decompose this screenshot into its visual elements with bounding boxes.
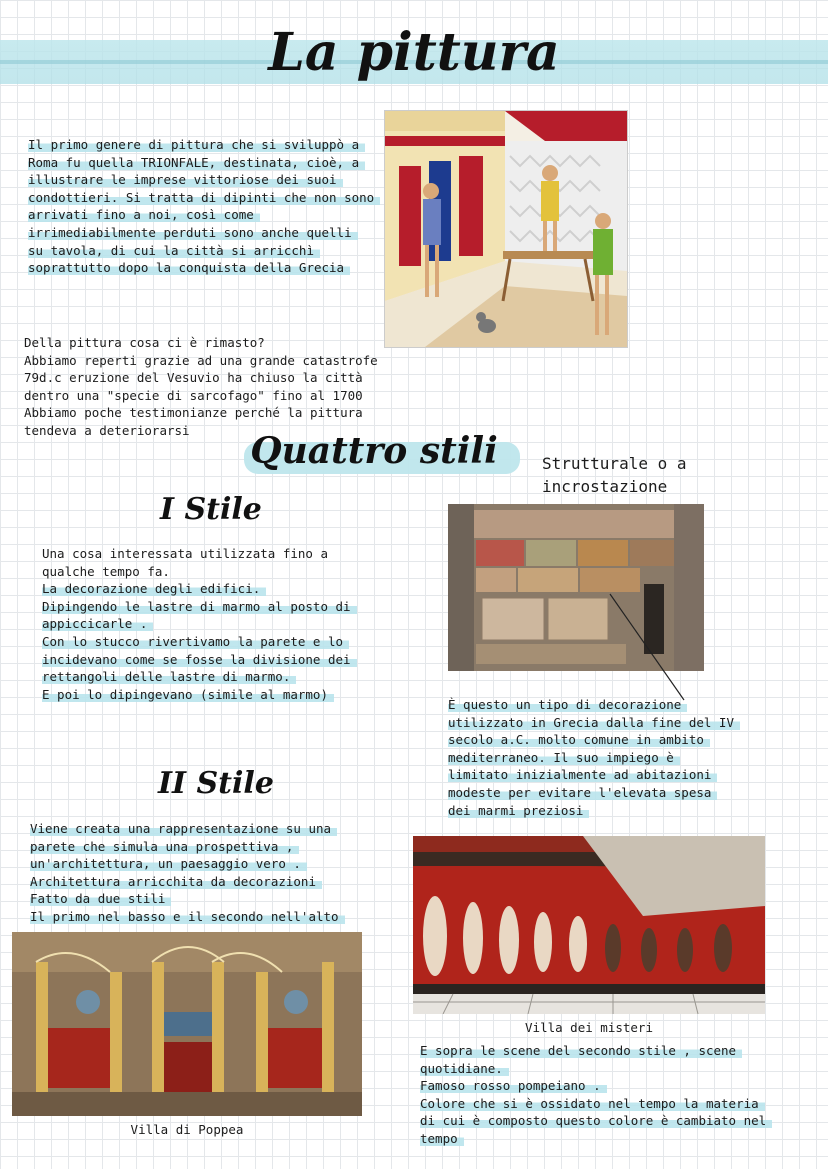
second-style-line: Il primo nel basso e il secondo nell'alto	[30, 909, 345, 924]
right-note-line: tempo	[420, 1131, 464, 1146]
second-style-line: Architettura arricchita da decorazioni	[30, 874, 322, 889]
remains-paragraph	[24, 334, 378, 440]
intro-line: Roma fu quella TRIONFALE, destinata, cioè, a	[28, 155, 365, 170]
note-line: È questo un tipo di decorazione	[448, 697, 687, 712]
first-style-note	[448, 696, 740, 819]
side-label-line: incrostazione	[542, 477, 668, 496]
villa-di-poppea-caption: Villa di Poppea	[130, 1122, 244, 1137]
intro-line: illustrare le imprese vittoriose dei suoi	[28, 172, 343, 187]
first-style-heading: I Stile	[160, 492, 262, 527]
villa-dei-misteri-caption: Villa dei misteri	[525, 1020, 653, 1035]
first-style-line: Con lo stucco rivertivamo la parete e lo	[42, 634, 349, 649]
remains-line: Abbiamo poche testimonianze perché la pittura	[24, 405, 363, 421]
first-style-line: qualche tempo fa.	[42, 563, 170, 579]
intro-line: Il primo genere di pittura che si sviluppò a	[28, 137, 365, 152]
intro-line: soprattutto dopo la conquista della Grecia	[28, 260, 350, 275]
remains-line: Della pittura cosa ci è rimasto?	[24, 335, 265, 350]
right-note-line: Famoso rosso pompeiano .	[420, 1078, 607, 1093]
first-style-side-label	[542, 452, 687, 498]
note-line: limitato inizialmente ad abitazioni	[448, 767, 717, 782]
intro-line: arrivati fino a noi, così come	[28, 207, 260, 222]
right-note-line: di cui è composto questo colore è cambiato nel	[420, 1113, 772, 1128]
note-line: modeste per evitare l'elevata spesa	[448, 785, 717, 800]
first-style-line: E poi lo dipingevano (simile al marmo)	[42, 687, 334, 702]
second-style-heading: II Stile	[158, 766, 274, 801]
first-style-line: rettangoli delle lastre di marmo.	[42, 669, 296, 684]
first-style-line: appiccicarle .	[42, 616, 153, 631]
first-style-line: Una cosa interessata utilizzata fino a	[42, 546, 328, 561]
remains-line: dentro una "specie di sarcofago" fino al 1700	[24, 387, 363, 403]
right-note-line: Colore che si è ossidato nel tempo la materia	[420, 1096, 765, 1111]
styles-heading: Quattro stili	[250, 430, 498, 472]
first-style-paragraph	[42, 545, 357, 703]
second-style-paragraph	[30, 820, 345, 926]
second-style-line: un'architettura, un paesaggio vero .	[30, 856, 307, 871]
annotation-pointer-line	[600, 590, 700, 710]
note-line: mediterraneo. Il suo impiego è	[448, 750, 680, 765]
side-label-line: Strutturale o a	[542, 454, 687, 473]
remains-line: Abbiamo reperti grazie ad una grande catastrofe	[24, 352, 378, 368]
right-note-line: quotidiane.	[420, 1061, 509, 1076]
villa-di-poppea-photo	[12, 932, 362, 1116]
second-style-line: Fatto da due stili	[30, 891, 171, 906]
roman-painters-illustration	[384, 110, 628, 348]
intro-line: condottieri. Si tratta di dipinti che non sono	[28, 190, 380, 205]
first-style-line: La decorazione degli edifici.	[42, 581, 266, 596]
note-line: secolo a.C. molto comune in ambito	[448, 732, 710, 747]
first-style-line: incidevano come se fosse la divisione dei	[42, 652, 357, 667]
intro-paragraph	[28, 136, 380, 277]
remains-line: 79d.c eruzione del Vesuvio ha chiuso la città	[24, 370, 363, 386]
second-style-line: Viene creata una rappresentazione su una	[30, 821, 337, 836]
right-note-line: E sopra le scene del secondo stile , scene	[420, 1043, 742, 1058]
remains-line: tendeva a deteriorarsi	[24, 422, 190, 438]
page-title: La pittura	[268, 22, 560, 83]
second-style-right-notes	[420, 1042, 772, 1148]
villa-dei-misteri-photo	[413, 836, 765, 1014]
first-style-line: Dipingendo le lastre di marmo al posto di	[42, 599, 357, 614]
note-line: utilizzato in Grecia dalla fine del IV	[448, 715, 740, 730]
intro-line: su tavola, di cui la città si arricchì	[28, 243, 320, 258]
second-style-line: parete che simula una prospettiva ,	[30, 839, 299, 854]
intro-line: irrimediabilmente perduti sono anche quelli	[28, 225, 358, 240]
note-line: dei marmi preziosi	[448, 803, 589, 818]
